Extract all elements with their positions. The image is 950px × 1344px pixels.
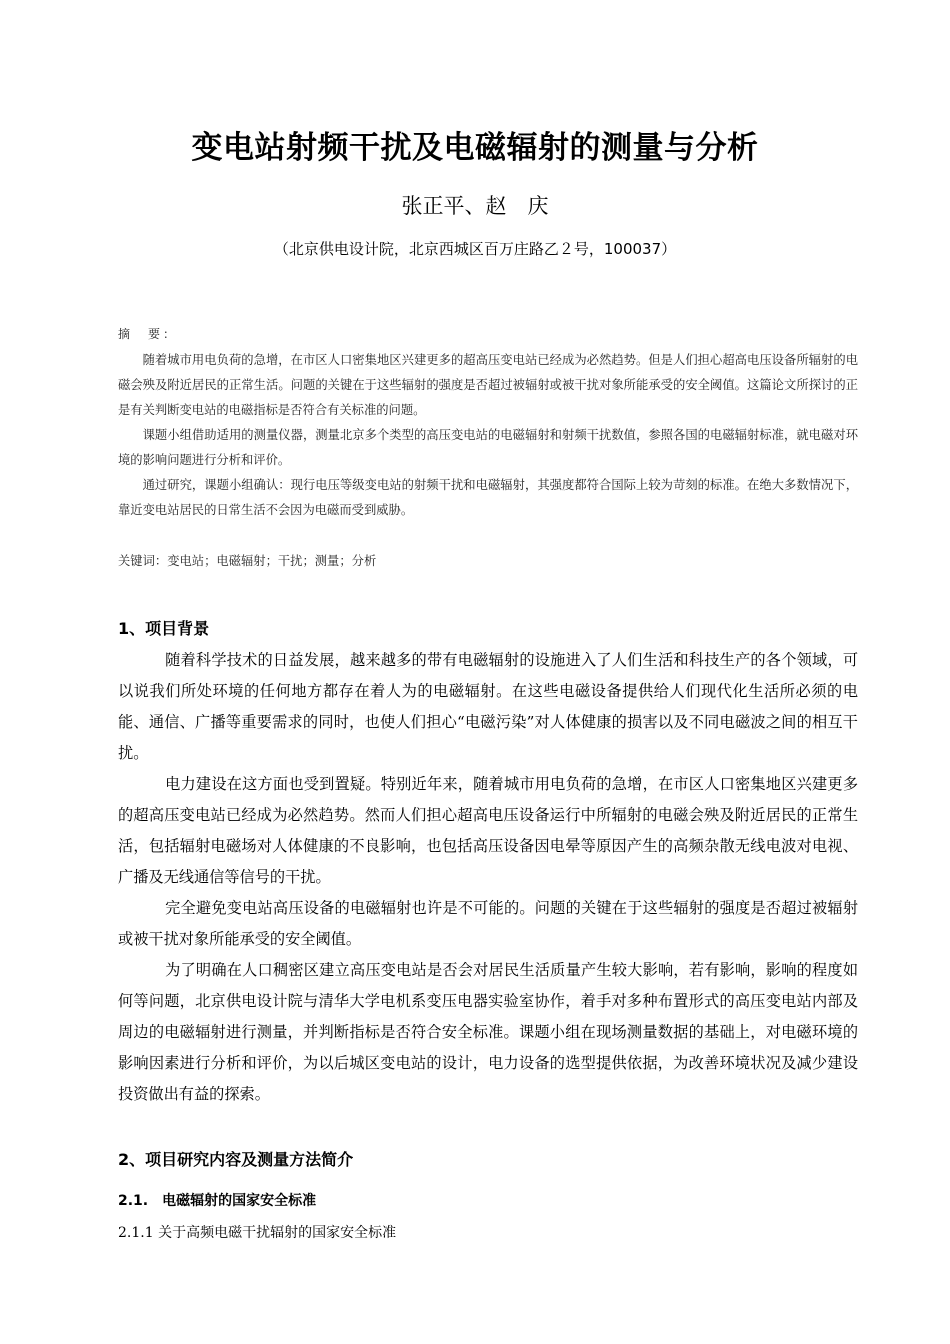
abstract-label: 摘 要：: [118, 327, 179, 341]
keywords: 关键词：变电站；电磁辐射；干扰；测量；分析: [118, 554, 377, 568]
paper-affiliation: （北京供电设计院，北京西城区百万庄路乙２号，100037）: [273, 240, 677, 258]
abstract-body: [118, 348, 858, 523]
body-paragraph: 为了明确在人口稠密区建立高压变电站是否会对居民生活质量产生较大影响，若有影响，影响的程度如何等问题，北京供电设计院与清华大学电机系变压电器实验室协作，着手对多种布置形式的高压变电站内部及周边的电磁辐射进行测量，并判断指标是否符合安全标准。课题小组在现场测量数据的基础上，对电磁环境的影响因素进行分析和评价，为以后城区变电站的设计，电力设备的选型提供依据，为改善环境状况及减少建设投资做出有益的探索。: [118, 961, 858, 1103]
subsection-2-1-heading: 2.1. 电磁辐射的国家安全标准: [118, 1193, 317, 1209]
abstract-paragraph: 通过研究，课题小组确认：现行电压等级变电站的射频干扰和电磁辐射，其强度都符合国际上较为苛刻的标准。在绝大多数情况下，靠近变电站居民的日常生活不会因为电磁而受到威胁。: [118, 478, 858, 517]
section-1-heading: 1、项目背景: [118, 619, 210, 638]
body-paragraph: 完全避免变电站高压设备的电磁辐射也许是不可能的。问题的关键在于这些辐射的强度是否超过被辐射或被干扰对象所能承受的安全阈值。: [118, 899, 858, 948]
body-paragraph: 电力建设在这方面也受到置疑。特别近年来，随着城市用电负荷的急增，在市区人口密集地区兴建更多的超高压变电站已经成为必然趋势。然而人们担心超高电压设备运行中所辐射的电磁会殃及附近居民的正常生活，包括辐射电磁场对人体健康的不良影响，也包括高压设备因电晕等原因产生的高频杂散无线电波对电视、广播及无线通信等信号的干扰。: [118, 775, 858, 886]
body-paragraph: 随着科学技术的日益发展，越来越多的带有电磁辐射的设施进入了人们生活和科技生产的各个领域，可以说我们所处环境的任何地方都存在着人为的电磁辐射。在这些电磁设备提供给人们现代化生活所必须的电能、通信、广播等重要需求的同时，也使人们担心“电磁污染”对人体健康的损害以及不同电磁波之间的相互干扰。: [118, 651, 858, 762]
paper-authors: 张正平、赵 庆: [401, 194, 549, 218]
section-2-heading: 2、项目研究内容及测量方法简介: [118, 1150, 354, 1169]
abstract-paragraph: 课题小组借助适用的测量仪器，测量北京多个类型的高压变电站的电磁辐射和射频干扰数值，参照各国的电磁辐射标准，就电磁对环境的影响问题进行分析和评价。: [118, 428, 858, 467]
subsection-2-1-1-heading: 2.1.1 关于高频电磁干扰辐射的国家安全标准: [118, 1225, 397, 1241]
section-1-body: [118, 645, 858, 1110]
paper-title: 变电站射频干扰及电磁辐射的测量与分析: [191, 130, 759, 166]
abstract-paragraph: 随着城市用电负荷的急增，在市区人口密集地区兴建更多的超高压变电站已经成为必然趋势。但是人们担心超高电压设备所辐射的电磁会殃及附近居民的正常生活。问题的关键在于这些辐射的强度是否超过被辐射或被干扰对象所能承受的安全阈值。这篇论文所探讨的正是有关判断变电站的电磁指标是否符合有关标准的问题。: [118, 353, 858, 417]
